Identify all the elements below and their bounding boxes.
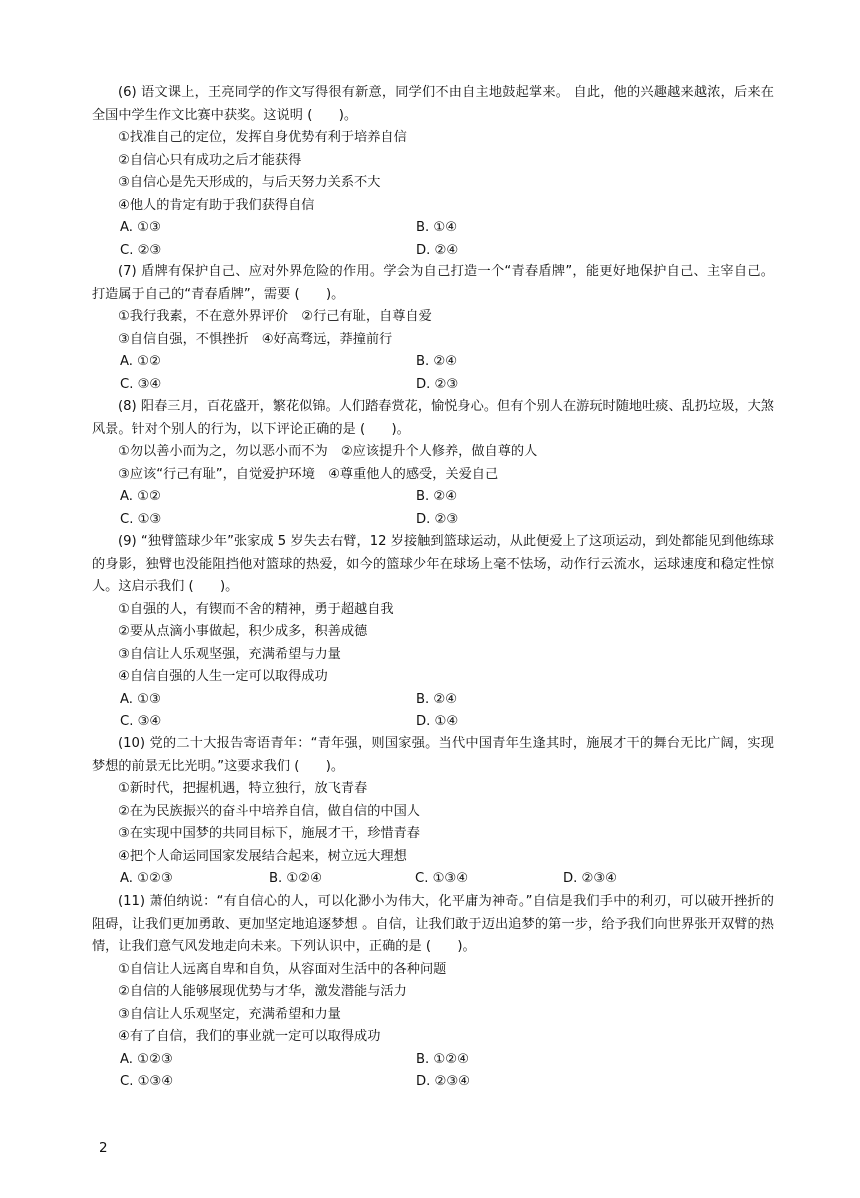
question-stem: (7) 盾牌有保护自己、应对外界危险的作用。学会为自己打造一个“青春盾牌”，能更好地保护自己、主宰自己。打造属于自己的“青春盾牌”，需要 ( )。 [92, 264, 774, 302]
option-b[interactable]: B. ①②④ [269, 871, 322, 886]
statement: ④把个人命运同国家发展结合起来，树立远大理想 [118, 848, 407, 864]
question-10 [92, 733, 774, 891]
statement: ①新时代，把握机遇，特立独行，放飞青春 [118, 781, 368, 796]
option-c[interactable]: C. ③④ [120, 376, 162, 392]
question-7 [92, 261, 774, 396]
statement: ④他人的肯定有助于我们获得自信 [118, 197, 315, 213]
options-row [92, 868, 774, 891]
question-6 [92, 82, 774, 262]
statement: ③自信让人乐观坚强，充满希望与力量 [118, 646, 341, 662]
option-b[interactable]: B. ①④ [416, 220, 458, 235]
statement: ③自信让人乐观坚定，充满希望和力量 [118, 1006, 341, 1022]
options-row [92, 240, 774, 263]
option-d[interactable]: D. ②③④ [563, 871, 618, 886]
option-a[interactable]: A. ①②③ [120, 1051, 173, 1067]
statement: ①我行我素，不在意外界评价 ②行己有耻，自尊自爱 [118, 309, 432, 324]
options-row [92, 351, 774, 374]
option-a[interactable]: A. ①② [120, 354, 161, 369]
statement: ③自信自强，不惧挫折 ④好高骛远，莽撞前行 [118, 331, 393, 347]
option-a[interactable]: A. ①②③ [120, 871, 173, 886]
options-row [92, 689, 774, 712]
statement: ①找准自己的定位，发挥自身优势有利于培养自信 [118, 130, 407, 145]
options-row [92, 486, 774, 509]
option-b[interactable]: B. ①②④ [416, 1051, 469, 1067]
question-stem: (8) 阳春三月，百花盛开，繁花似锦。人们踏春赏花，愉悦身心。但有个别人在游玩时随地吐痰、乱扔垃圾，大煞风景。针对个别人的行为，以下评论正确的是 ( )。 [92, 399, 774, 437]
statement: ③应该“行己有耻”，自觉爱护环境 ④尊重他人的感受，关爱自己 [118, 466, 499, 482]
option-b[interactable]: B. ②④ [416, 354, 458, 369]
statement: ①自信让人远离自卑和自负，从容面对生活中的各种问题 [118, 961, 447, 977]
statement: ①自强的人，有锲而不舍的精神，勇于超越自我 [118, 601, 394, 617]
option-c[interactable]: C. ①③ [120, 511, 162, 527]
question-stem: (11) 萧伯纳说：“有自信心的人，可以化渺小为伟大，化平庸为神奇。”自信是我们手中的利刃，可以破开挫折的阻碍，让我们更加勇敢、更加坚定地追逐梦想 。自信，让我们敢于迈出追梦的第一步，给予我们向世界张开双臂的热情，让我们意气风发地走向未来。下列认识中，正确的是 ( )。 [92, 894, 774, 954]
option-c[interactable]: C. ②③ [120, 242, 162, 258]
options-row [92, 217, 774, 240]
option-d[interactable]: D. ②④ [416, 242, 459, 258]
option-d[interactable]: D. ②③④ [416, 1074, 471, 1089]
options-row [92, 509, 774, 532]
statement: ②在为民族振兴的奋斗中培养自信，做自信的中国人 [118, 803, 420, 819]
option-b[interactable]: B. ②④ [416, 691, 458, 707]
option-c[interactable]: C. ①③④ [120, 1074, 174, 1089]
options-row [92, 374, 774, 397]
option-d[interactable]: D. ①④ [416, 714, 459, 729]
options-row [92, 711, 774, 734]
statement: ④有了自信，我们的事业就一定可以取得成功 [118, 1029, 381, 1044]
statement: ④自信自强的人生一定可以取得成功 [118, 669, 328, 684]
question-stem: (9) “独臂篮球少年”张家成 5 岁失去右臂，12 岁接触到篮球运动，从此便爱上了这项运动，到处都能见到他练球的身影，独臂也没能阻挡他对篮球的热爱，如今的篮球少年在球场上毫不怯场，动作行云流水，运球速度和稳定性惊人。这启示我们 ( )。 [92, 534, 774, 594]
option-b[interactable]: B. ②④ [416, 489, 458, 504]
option-a[interactable]: A. ①③ [120, 220, 161, 235]
statement: ②要从点滴小事做起，积少成多，积善成德 [118, 624, 368, 639]
statement: ①勿以善小而为之，勿以恶小而不为 ②应该提升个人修养，做自尊的人 [118, 444, 538, 459]
statement: ②自信心只有成功之后才能获得 [118, 152, 302, 168]
question-stem: (6) 语文课上，王亮同学的作文写得很有新意，同学们不由自主地鼓起掌来。 自此，他的兴趣越来越浓，后来在全国中学生作文比赛中获奖。这说明 ( )。 [92, 85, 774, 123]
options-row [92, 1049, 774, 1072]
statement: ③自信心是先天形成的，与后天努力关系不大 [118, 175, 381, 190]
question-8 [92, 396, 774, 531]
question-11 [92, 891, 774, 1094]
statement: ③在实现中国梦的共同目标下，施展才干，珍惜青春 [118, 826, 420, 841]
option-c[interactable]: C. ③④ [120, 714, 162, 729]
option-d[interactable]: D. ②③ [416, 376, 459, 392]
option-a[interactable]: A. ①③ [120, 691, 161, 707]
option-a[interactable]: A. ①② [120, 489, 161, 504]
question-9 [92, 531, 774, 734]
question-stem: (10) 党的二十大报告寄语青年：“青年强，则国家强。当代中国青年生逢其时，施展才干的舞台无比广阔，实现梦想的前景无比光明。”这要求我们 ( )。 [92, 736, 774, 774]
statement: ②自信的人能够展现优势与才华，激发潜能与活力 [118, 984, 407, 999]
option-d[interactable]: D. ②③ [416, 511, 459, 527]
options-row [92, 1071, 774, 1094]
option-c[interactable]: C. ①③④ [415, 871, 469, 886]
page-number: 2 [99, 1140, 108, 1156]
